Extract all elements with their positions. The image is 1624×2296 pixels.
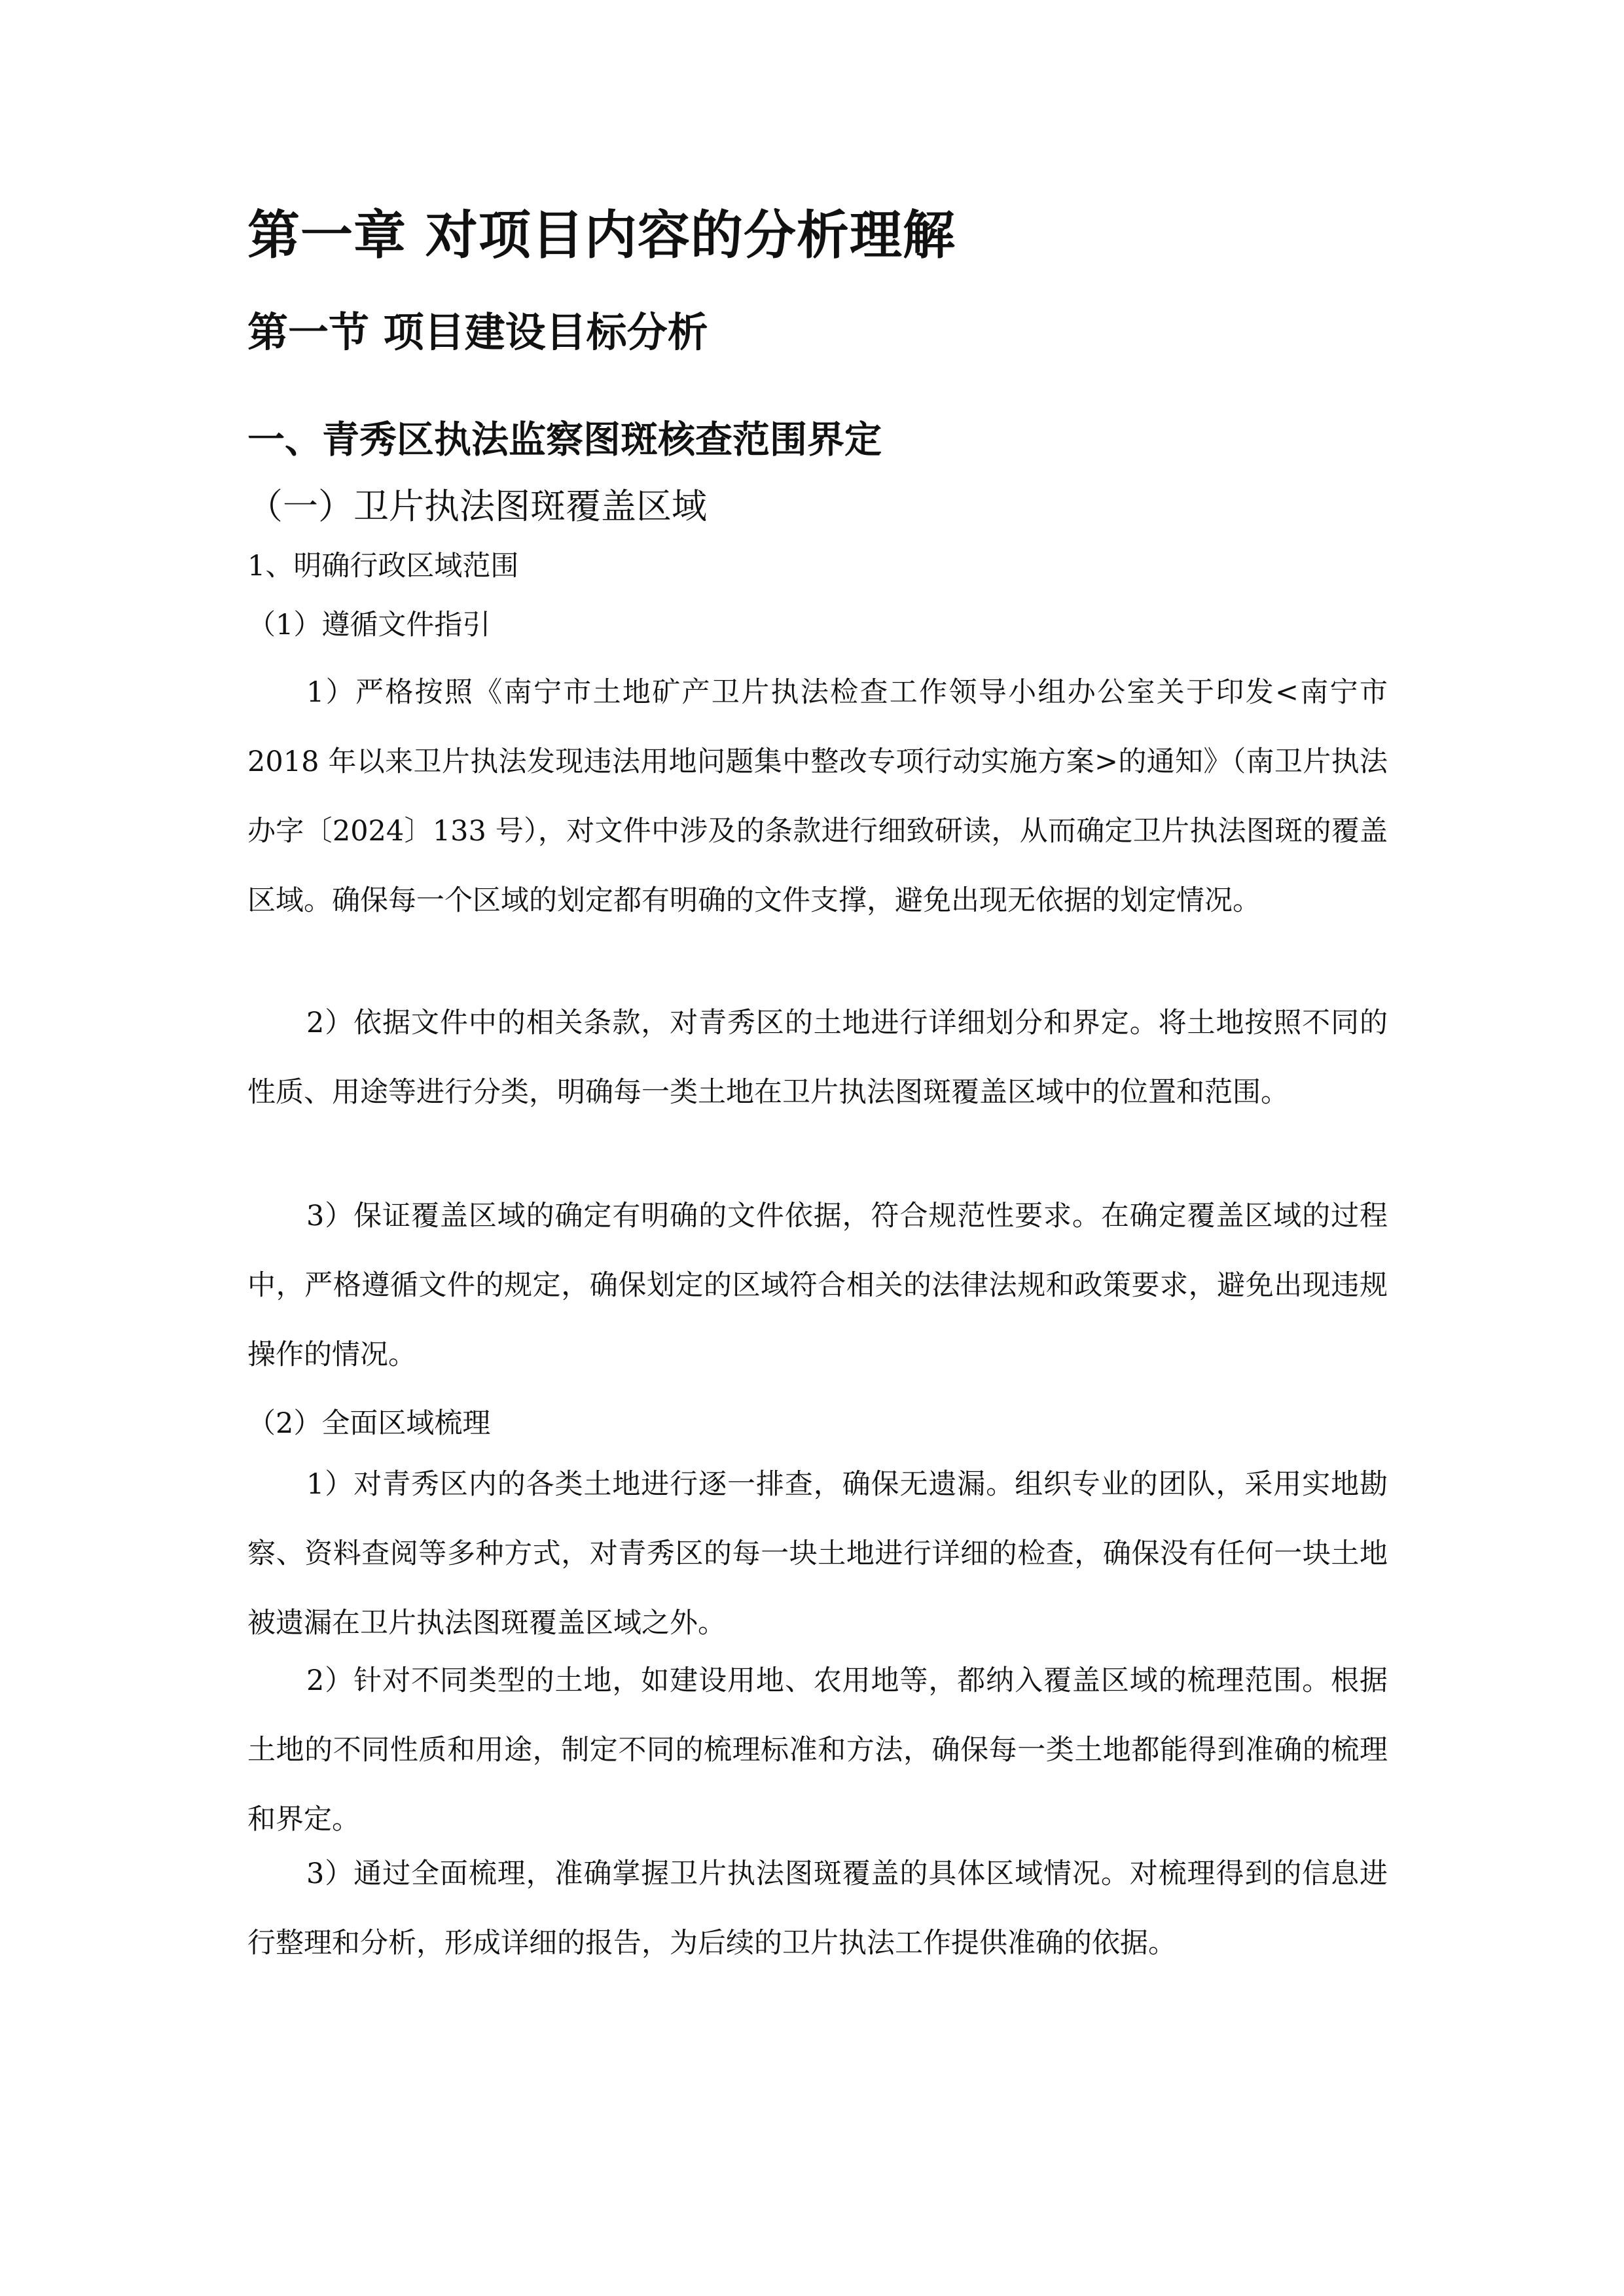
sub1-paragraph-1: 1）严格按照《南宁市土地矿产卫片执法检查工作领导小组办公室关于印发<南宁市 2018 年以来卫片执法发现违法用地问题集中整改专项行动实施方案>的通知》（南卫片执法办字〔2024〕133 号），对文件中涉及的条款进行细致研读，从而确定卫片执法图斑的覆盖区域。确保每一个区域的划定都有明确的文件支撑，避免出现无依据的划定情况。 (247, 676, 1388, 917)
sub2-paragraph-2: 2）针对不同类型的土地，如建设用地、农用地等，都纳入覆盖区域的梳理范围。根据土地的不同性质和用途，制定不同的梳理标准和方法，确保每一类土地都能得到准确的梳理和界定。 (247, 1664, 1388, 1836)
chapter-title: 第一章 对项目内容的分析理解 (247, 205, 956, 266)
sub1-title: （1）遵循文件指引 (247, 609, 491, 641)
part-title: （一）卫片执法图斑覆盖区域 (247, 486, 707, 527)
sub1-paragraph-2: 2）依据文件中的相关条款，对青秀区的土地进行详细划分和界定。将土地按照不同的性质、用途等进行分类，明确每一类土地在卫片执法图斑覆盖区域中的位置和范围。 (247, 1007, 1388, 1109)
sub2-paragraph-1: 1）对青秀区内的各类土地进行逐一排查，确保无遗漏。组织专业的团队，采用实地勘察、资料查阅等多种方式，对青秀区的每一块土地进行详细的检查，确保没有任何一块土地被遗漏在卫片执法图斑覆盖区域之外。 (247, 1468, 1388, 1640)
sub2-title: （2）全面区域梳理 (247, 1407, 491, 1440)
section-title: 第一节 项目建设目标分析 (247, 308, 708, 356)
subsection-title: 一、青秀区执法监察图斑核查范围界定 (247, 418, 882, 461)
sub1-paragraph-3: 3）保证覆盖区域的确定有明确的文件依据，符合规范性要求。在确定覆盖区域的过程中，严格遵循文件的规定，确保划定的区域符合相关的法律法规和政策要求，避免出现违规操作的情况。 (247, 1200, 1388, 1371)
item-title: 1、明确行政区域范围 (247, 550, 519, 583)
sub2-paragraph-3: 3）通过全面梳理，准确掌握卫片执法图斑覆盖的具体区域情况。对梳理得到的信息进行整理和分析，形成详细的报告，为后续的卫片执法工作提供准确的依据。 (247, 1857, 1388, 1960)
document-page (247, 0, 1388, 2296)
